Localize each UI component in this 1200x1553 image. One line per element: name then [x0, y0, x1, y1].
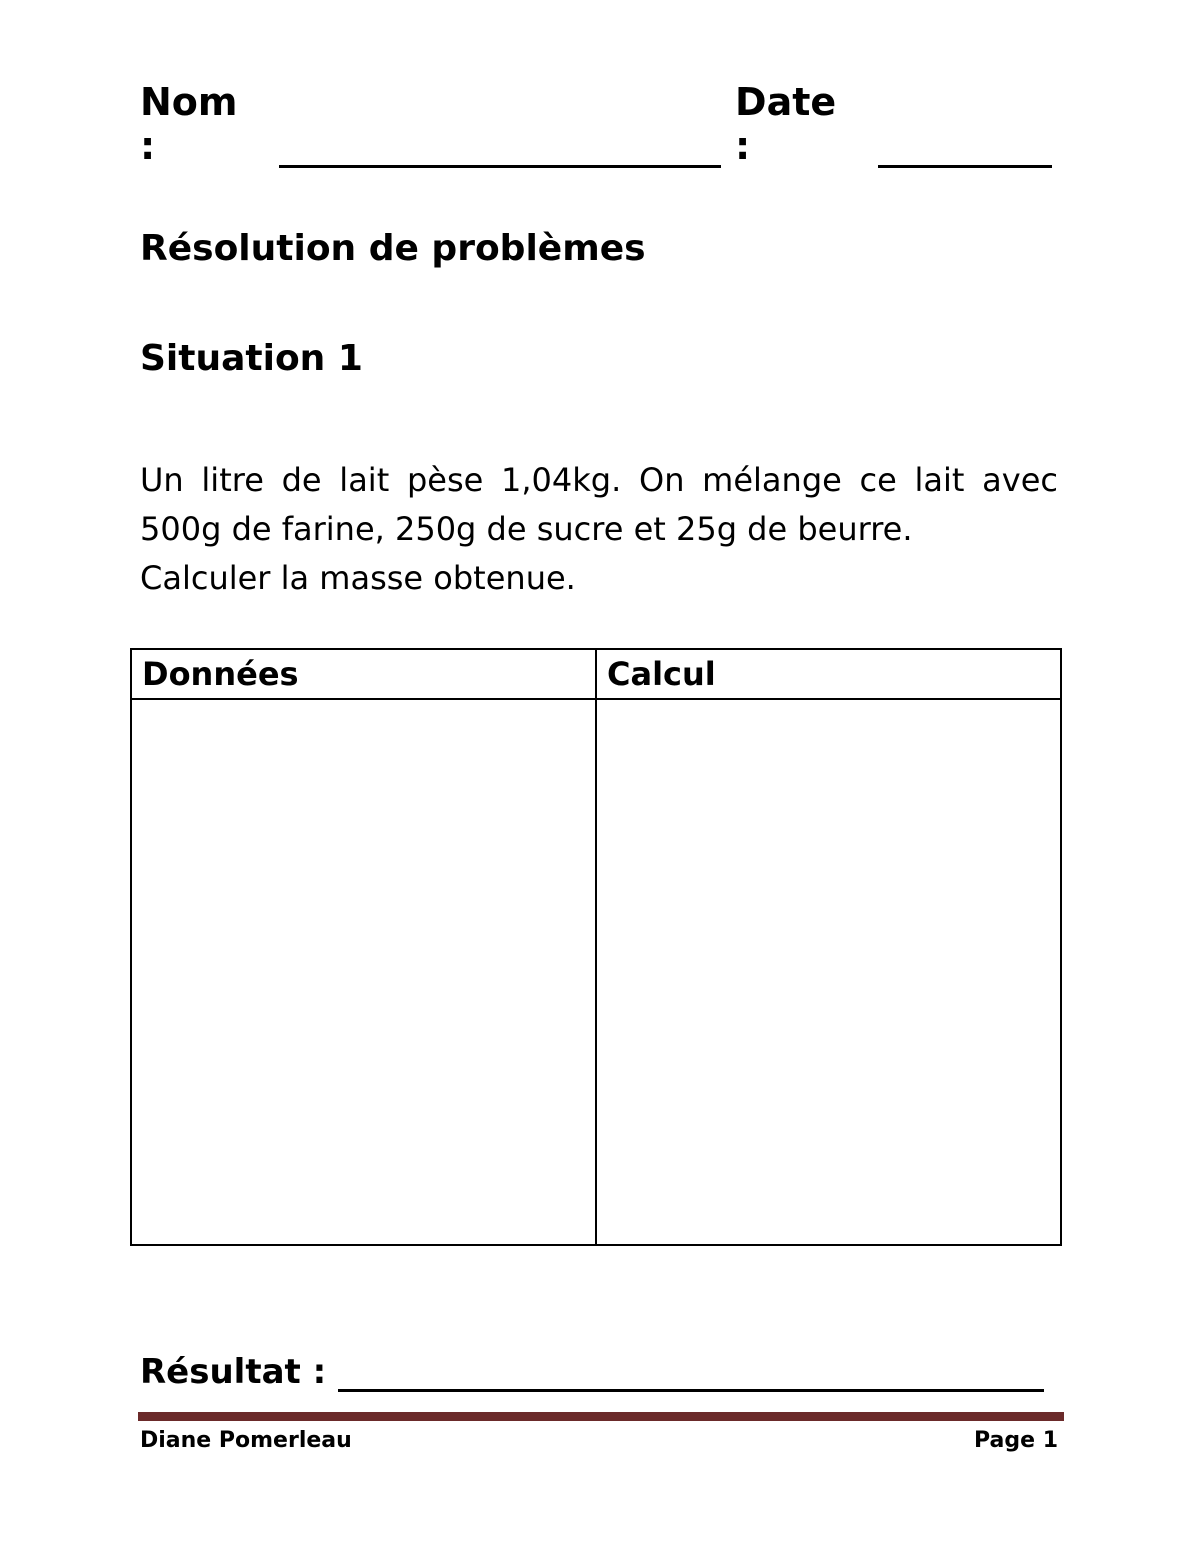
donnees-answer-cell[interactable]: [131, 699, 596, 1245]
calcul-answer-cell[interactable]: [596, 699, 1061, 1245]
result-blank-line[interactable]: [338, 1353, 1044, 1392]
footer-divider: [138, 1412, 1064, 1421]
column-header-donnees: Données: [131, 649, 596, 699]
date-blank-line[interactable]: [878, 125, 1053, 168]
name-blank-line[interactable]: [279, 125, 721, 168]
footer-author: Diane Pomerleau: [140, 1428, 352, 1453]
work-table: [130, 648, 1062, 1246]
problem-statement: [140, 456, 1058, 603]
situation-title: Situation 1: [140, 338, 363, 379]
footer-page-number: Page 1: [973, 1428, 1058, 1453]
problem-line: 500g de farine, 250g de sucre et 25g de beurre.: [140, 510, 913, 548]
problem-line: Calculer la masse obtenue.: [140, 559, 576, 597]
column-header-calcul: Calcul: [596, 649, 1061, 699]
table-row: [131, 699, 1061, 1245]
header-fields: [140, 80, 1052, 168]
problem-line: Un litre de lait pèse 1,04kg. On mélange ce lait avec: [140, 461, 1058, 499]
result-label: Résultat :: [140, 1352, 327, 1392]
table-header-row: [131, 649, 1061, 699]
name-label: Nom :: [140, 80, 238, 168]
page-title: Résolution de problèmes: [140, 228, 646, 269]
result-field: [140, 1348, 1044, 1392]
date-label: Date :: [735, 80, 837, 168]
